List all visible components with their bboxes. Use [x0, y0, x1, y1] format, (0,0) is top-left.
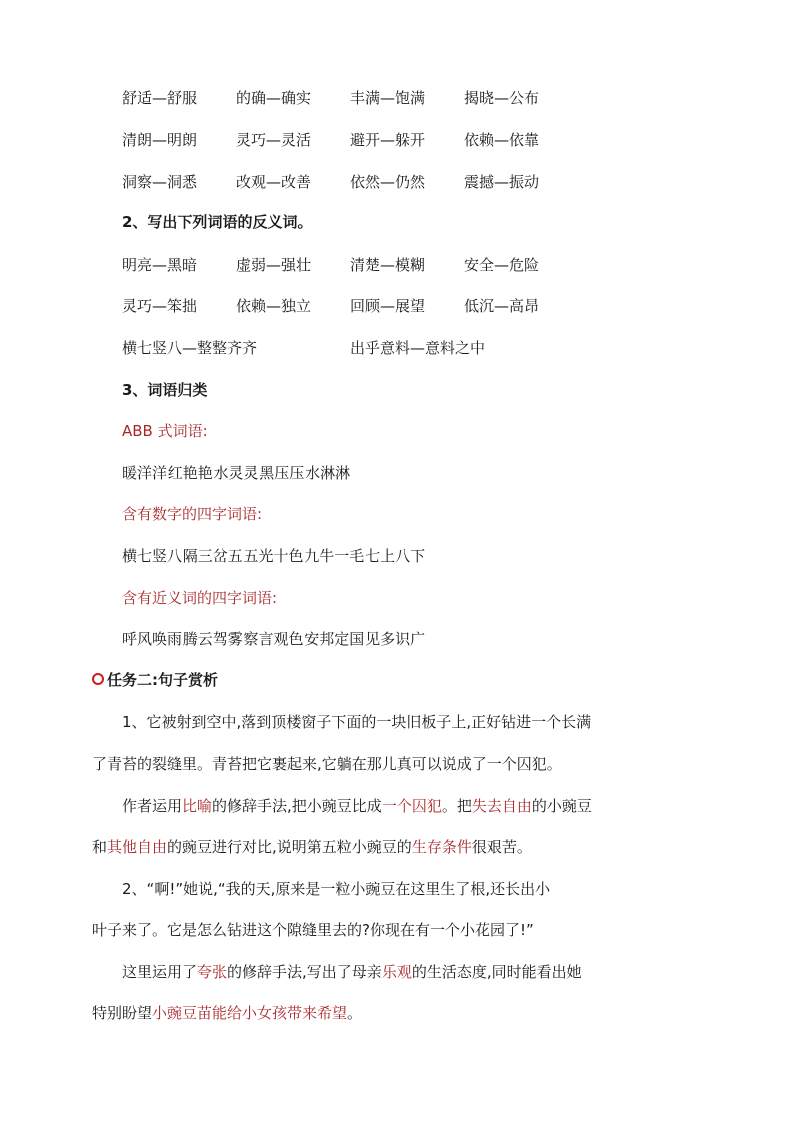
antonym-pair: 清楚—模糊 — [350, 256, 426, 274]
synonym-pair: 改观—改善 — [236, 173, 312, 191]
highlight-text: 其他自由 — [107, 838, 168, 856]
group-label-synonym: 含有近义词的四字词语: — [122, 589, 278, 607]
highlight-text: 生存条件 — [411, 838, 472, 856]
analysis-text: 和 — [92, 838, 108, 856]
highlight-text: 乐观 — [381, 963, 412, 981]
synonym-pair: 舒适—舒服 — [122, 89, 198, 107]
antonym-pair: 回顾—展望 — [350, 297, 426, 315]
analysis-text: 的修辞手法,把小豌豆比成 — [212, 797, 382, 815]
group-label-abb: ABB 式词语: — [122, 422, 208, 440]
antonyms-heading: 2、写出下列词语的反义词。 — [122, 213, 313, 231]
highlight-text: 小豌豆苗能给小女孩带来希望 — [152, 1004, 348, 1022]
sentence2-line2: 叶子来了。它是怎么钻进这个隙缝里去的?你现在有一个小花园了!” — [92, 921, 534, 939]
group-words-number: 横七竖八 隔三岔五 五光十色 九牛一毛 七上八下 — [122, 547, 426, 565]
antonym-pair: 灵巧—笨拙 — [122, 297, 198, 315]
antonym-pair: 安全—危险 — [464, 256, 540, 274]
task2-title-row — [92, 670, 218, 690]
antonym-pair: 横七竖八—整整齐齐 — [122, 339, 258, 357]
group-words-abb: 暖洋洋 红艳艳 水灵灵 黑压压 水淋淋 — [122, 464, 351, 482]
synonym-pair: 避开—躲开 — [350, 131, 426, 149]
analysis2-line2 — [92, 1003, 362, 1023]
analysis2-line1 — [122, 962, 582, 982]
analysis-text: 很艰苦。 — [471, 838, 532, 856]
classification-heading: 3、词语归类 — [122, 381, 208, 399]
analysis-text: 。把 — [441, 797, 472, 815]
group-label-number: 含有数字的四字词语: — [122, 505, 263, 523]
sentence2-line1: 2、“啊!”她说,“我的天,原来是一粒小豌豆在这里生了根,还长出小 — [122, 880, 551, 898]
synonym-pair: 揭晓—公布 — [464, 89, 540, 107]
analysis-text: 这里运用了 — [122, 963, 198, 981]
analysis-text: 特别盼望 — [92, 1004, 153, 1022]
sentence1-line2: 了青苔的裂缝里。青苔把它裹起来,它躺在那儿真可以说成了一个囚犯。 — [92, 755, 562, 773]
analysis-text: 。 — [347, 1004, 363, 1022]
analysis-text: 作者运用 — [122, 797, 183, 815]
synonym-pair: 洞察—洞悉 — [122, 173, 198, 191]
analysis-text: 的豌豆进行对比,说明第五粒小豌豆的 — [167, 838, 412, 856]
antonym-pair: 出乎意料—意料之中 — [350, 339, 486, 357]
highlight-text: 比喻 — [182, 797, 213, 815]
antonym-pair: 明亮—黑暗 — [122, 256, 198, 274]
sentence1-line1: 1、它被射到空中,落到顶楼窗子下面的一块旧板子上,正好钻进一个长满 — [122, 713, 592, 731]
task2-title: 任务二:句子赏析 — [107, 671, 218, 689]
antonym-pair: 依赖—独立 — [236, 297, 312, 315]
synonym-pair: 依然—仍然 — [350, 173, 426, 191]
group-words-synonym: 呼风唤雨 腾云驾雾 察言观色 安邦定国 见多识广 — [122, 630, 426, 648]
highlight-text: 一个囚犯 — [381, 797, 442, 815]
synonym-pair: 依赖—依靠 — [464, 131, 540, 149]
circle-bullet-icon — [92, 673, 104, 685]
analysis-text: 的修辞手法,写出了母亲 — [227, 963, 382, 981]
analysis-text: 的小豌豆 — [531, 797, 592, 815]
antonym-pair: 低沉—高昂 — [464, 297, 540, 315]
analysis-text: 的生活态度,同时能看出她 — [411, 963, 582, 981]
synonym-pair: 的确—确实 — [236, 89, 312, 107]
antonym-pair: 虚弱—强壮 — [236, 256, 312, 274]
highlight-text: 失去自由 — [471, 797, 532, 815]
synonym-pair: 震撼—振动 — [464, 173, 540, 191]
synonym-pair: 清朗—明朗 — [122, 131, 198, 149]
synonym-pair: 丰满—饱满 — [350, 89, 426, 107]
analysis1-line1 — [122, 796, 592, 816]
synonym-pair: 灵巧—灵活 — [236, 131, 312, 149]
analysis1-line2 — [92, 837, 532, 857]
highlight-text: 夸张 — [197, 963, 228, 981]
